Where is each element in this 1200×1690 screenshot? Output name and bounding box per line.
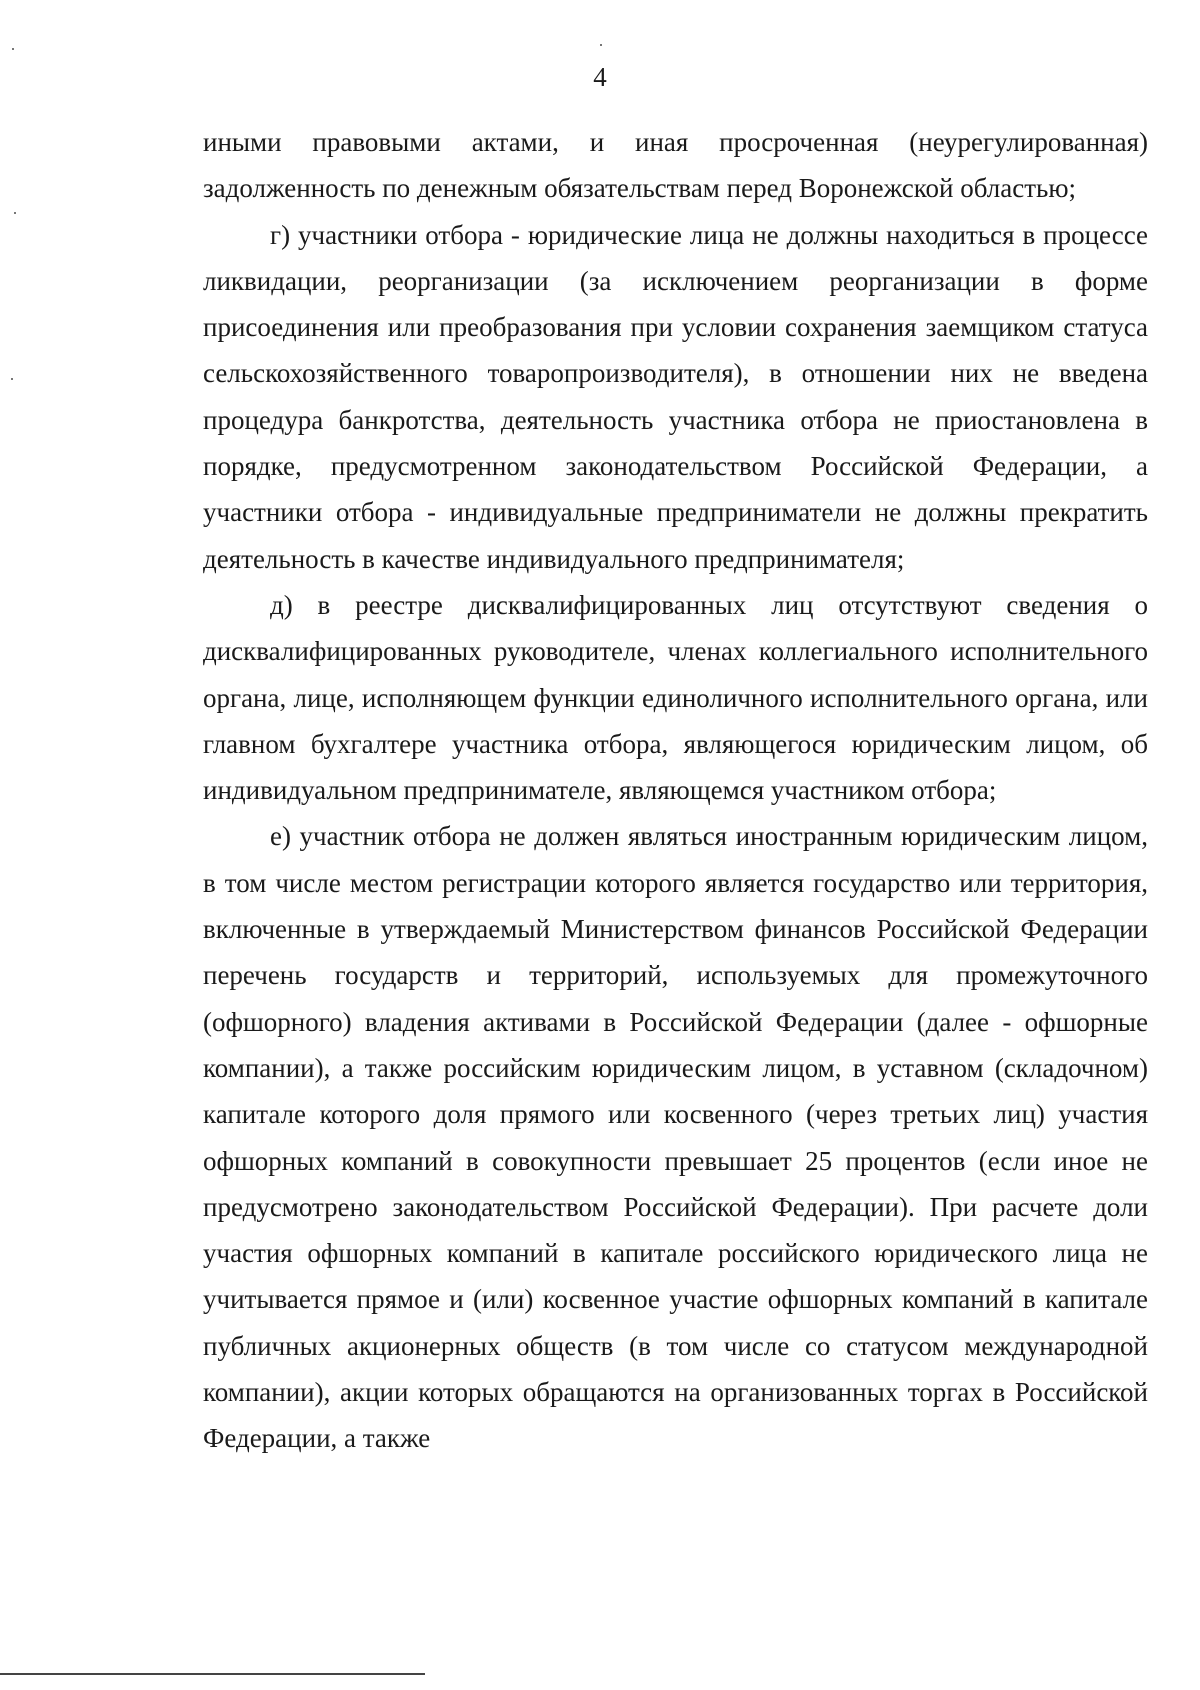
paragraph-item-d: д) в реестре дисквалифицированных лиц отсутствуют сведения о дисквалифицированных руководителе, членах коллегиального исполнительного органа, лице, исполняющем функции единоличного исполнительного органа, или главном бухгалтере участника отбора, являющегося юридическим лицом, об индивидуальном предпринимателе, являющемся участником отбора; bbox=[203, 589, 1148, 806]
paragraph-item-e: е) участник отбора не должен являться иностранным юридическим лицом, в том числе местом регистрации которого является государство или территория, включенные в утверждаемый Министерством финансов Российской Федерации перечень государств и территорий, используемых для промежуточного (офшорного) владения активами в Российской Федерации (далее - офшорные компании), а также российским юридическим лицом, в уставном (складочном) капитале которого доля прямого или косвенного (через третьих лиц) участия офшорных компаний в совокупности превышает 25 процентов (если иное не предусмотрено законодательством Российской Федерации). При расчете доли участия офшорных компаний в капитале российского юридического лица не учитывается прямое и (или) косвенное участие офшорных компаний в капитале публичных акционерных обществ (в том числе со статусом международной компании), акции которых обращаются на организованных торгах в Российской Федерации, а также bbox=[203, 821, 1148, 1454]
document-body bbox=[203, 119, 1148, 1462]
bottom-rule bbox=[0, 1673, 425, 1675]
paragraph-continuation: иными правовыми актами, и иная просроченная (неурегулированная) задолженность по денежным обязательствам перед Воронежской областью; bbox=[203, 127, 1148, 204]
page-number: 4 bbox=[593, 62, 607, 92]
scan-speck bbox=[12, 48, 14, 50]
scan-speck bbox=[14, 212, 16, 214]
paragraph-item-g: г) участники отбора - юридические лица не должны находиться в процессе ликвидации, реорганизации (за исключением реорганизации в форме присоединения или преобразования при условии сохранения заемщиком статуса сельскохозяйственного товаропроизводителя), в отношении них не введена процедура банкротства, деятельность участника отбора не приостановлена в порядке, предусмотренном законодательством Российской Федерации, а участники отбора - индивидуальные предприниматели не должны прекратить деятельность в качестве индивидуального предпринимателя; bbox=[203, 219, 1148, 574]
scan-speck bbox=[11, 378, 13, 380]
scan-speck bbox=[600, 44, 602, 46]
